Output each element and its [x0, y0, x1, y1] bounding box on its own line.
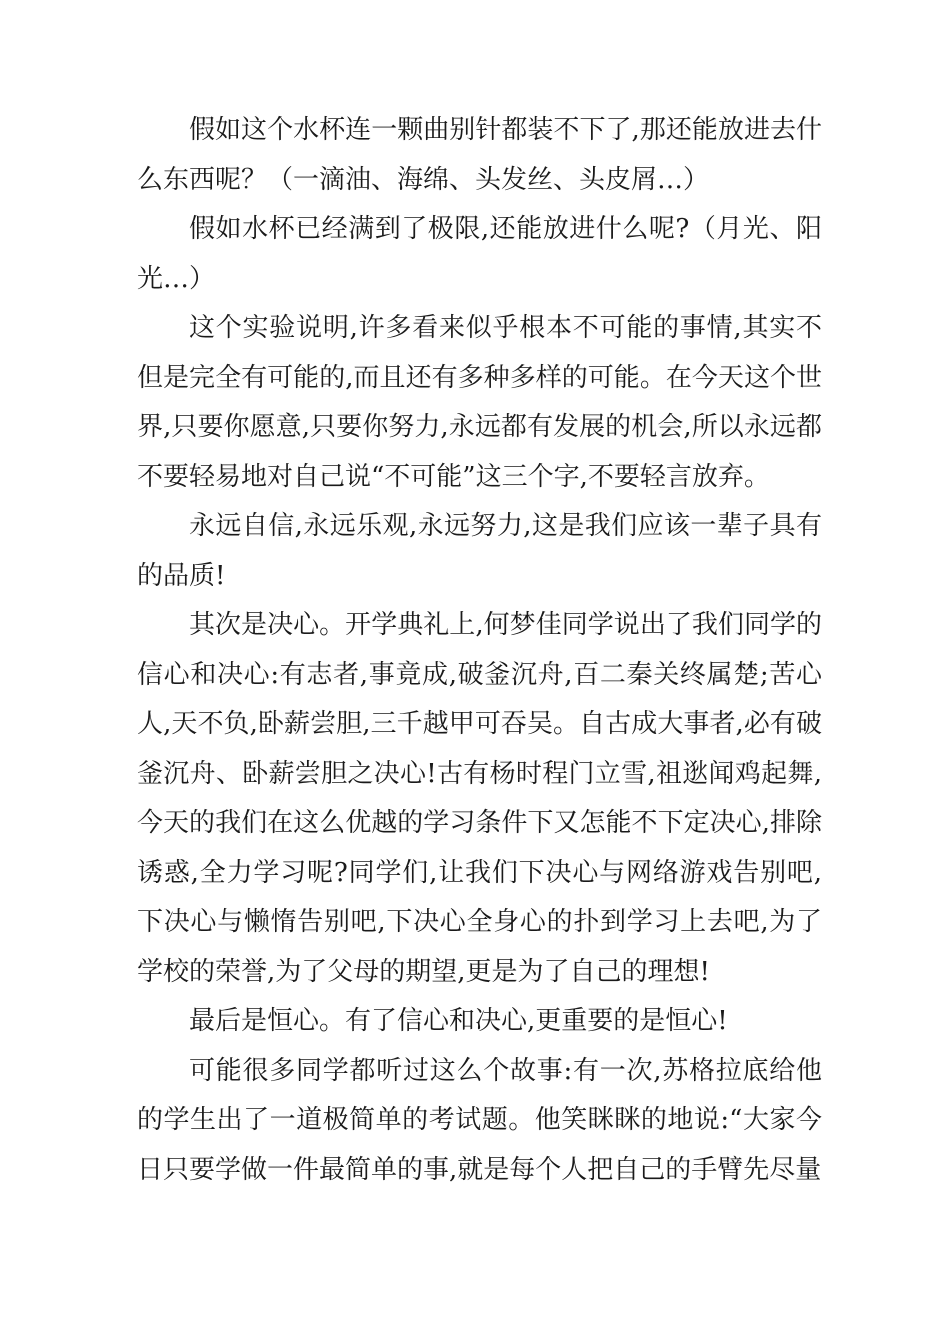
paragraph-5: 其次是决心。开学典礼上,何梦佳同学说出了我们同学的信心和决心:有志者,事竟成,破釜沉舟,百二秦关终属楚;苦心人,天不负,卧薪尝胆,三千越甲可吞吴。自古成大事者,必有破釜沉舟、卧薪尝胆之决心!古有杨时程门立雪,祖逖闻鸡起舞,今天的我们在这么优越的学习条件下又怎能不下定决心,排除诱惑,全力学习呢?同学们,让我们下决心与网络游戏告别吧,下决心与懒惰告别吧,下决心全身心的扑到学习上去吧,为了学校的荣誉,为了父母的期望,更是为了自己的理想!	[137, 610, 822, 987]
paragraph-3: 这个实验说明,许多看来似乎根本不可能的事情,其实不但是完全有可能的,而且还有多种多样的可能。在今天这个世界,只要你愿意,只要你努力,永远都有发展的机会,所以永远都不要轻易地对自己说“不可能”这三个字,不要轻言放弃。	[137, 313, 822, 492]
paragraph-4: 永远自信,永远乐观,永远努力,这是我们应该一辈子具有的品质!	[137, 511, 822, 591]
paragraph-1: 假如这个水杯连一颗曲别针都装不下了,那还能放进去什么东西呢？（一滴油、海绵、头发丝、头皮屑…）	[137, 115, 822, 195]
paragraph-7: 可能很多同学都听过这么个故事:有一次,苏格拉底给他的学生出了一道极简单的考试题。他笑眯眯的地说:“大家今日只要学做一件最简单的事,就是每个人把自己的手臂先尽量	[137, 1055, 822, 1185]
paragraph-6: 最后是恒心。有了信心和决心,更重要的是恒心!	[189, 1006, 728, 1036]
paragraph-2: 假如水杯已经满到了极限,还能放进什么呢?（月光、阳光…）	[137, 214, 822, 294]
document-page	[137, 106, 822, 1195]
